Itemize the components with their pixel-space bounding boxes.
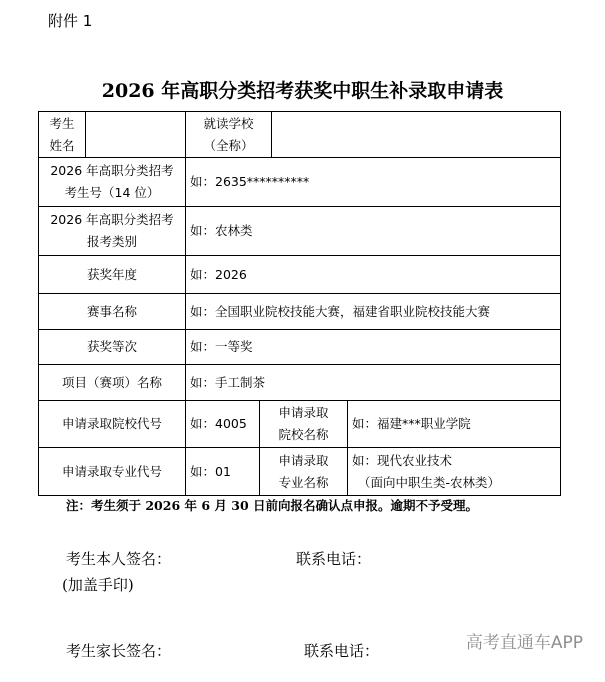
- major-name-label-cell: [260, 448, 348, 496]
- watermark-text: 高考直通车APP: [465, 633, 583, 653]
- form-title: 2026 年高职分类招考获奖中职生补录取申请表: [101, 80, 504, 102]
- table-row: [39, 448, 561, 496]
- parent-signature-label: 考生家长签名：: [66, 642, 172, 660]
- contest-label: 赛事名称: [39, 294, 186, 330]
- table-row: [39, 207, 561, 256]
- major-name-label-line1: 申请录取: [278, 452, 329, 468]
- project-label: 项目（赛项）名称: [39, 365, 186, 401]
- college-name-label-cell: [260, 401, 348, 448]
- table-row: [39, 112, 561, 158]
- contest-value[interactable]: 如：全国职业院校技能大赛，福建省职业院校技能大赛: [186, 294, 561, 330]
- exam-no-label-line2: 考生号（14 位）: [64, 185, 160, 200]
- table-row: [39, 158, 561, 207]
- table-row: [39, 330, 561, 365]
- exam-no-label-cell: [39, 158, 186, 207]
- category-label-line1: 2026 年高职分类招考: [50, 212, 174, 227]
- major-code-value[interactable]: 如：01: [186, 448, 260, 496]
- school-label-cell: [186, 112, 272, 158]
- school-label-line2: （全称）: [203, 137, 254, 153]
- college-code-label: 申请录取院校代号: [39, 401, 186, 448]
- name-label-line2: 姓名: [49, 137, 75, 153]
- major-name-value-cell[interactable]: [348, 448, 561, 496]
- major-name-label-line2: 专业名称: [278, 474, 329, 490]
- category-value[interactable]: 如：农林类: [186, 207, 561, 256]
- name-label-cell: [39, 112, 86, 158]
- school-value-cell[interactable]: [272, 112, 561, 158]
- deadline-note: 注：考生须于 2026 年 6 月 30 日前向报名确认点申报。逾期不予受理。: [66, 498, 478, 513]
- category-label-cell: [39, 207, 186, 256]
- table-row: [39, 256, 561, 294]
- exam-no-label-line1: 2026 年高职分类招考: [50, 163, 174, 178]
- application-form-table: [38, 111, 561, 496]
- college-name-label-line2: 院校名称: [278, 427, 329, 442]
- school-label-line1: 就读学校: [203, 115, 254, 131]
- grade-label: 获奖等次: [39, 330, 186, 365]
- college-code-value[interactable]: 如：4005: [186, 401, 260, 448]
- table-row: [39, 401, 561, 448]
- grade-value[interactable]: 如：一等奖: [186, 330, 561, 365]
- year-value[interactable]: 如：2026: [186, 256, 561, 294]
- attachment-label: 附件 1: [48, 12, 93, 30]
- name-label-line1: 考生: [49, 115, 75, 131]
- college-name-label-line1: 申请录取: [278, 405, 329, 420]
- project-value[interactable]: 如：手工制茶: [186, 365, 561, 401]
- year-label: 获奖年度: [39, 256, 186, 294]
- table-row: [39, 365, 561, 401]
- category-label-line2: 报考类别: [86, 234, 137, 249]
- fingerprint-note: (加盖手印): [62, 576, 134, 594]
- major-name-value-line2: （面向中职生类-农林类）: [358, 474, 501, 490]
- college-name-value[interactable]: 如：福建***职业学院: [348, 401, 561, 448]
- major-code-label: 申请录取专业代号: [39, 448, 186, 496]
- name-value-cell[interactable]: [86, 112, 186, 158]
- student-phone-label: 联系电话：: [296, 550, 372, 568]
- parent-phone-label: 联系电话：: [304, 642, 380, 660]
- exam-no-value[interactable]: 如：2635**********: [186, 158, 561, 207]
- major-name-value-line1: 如：现代农业技术: [352, 452, 453, 468]
- student-signature-label: 考生本人签名：: [66, 550, 172, 568]
- table-row: [39, 294, 561, 330]
